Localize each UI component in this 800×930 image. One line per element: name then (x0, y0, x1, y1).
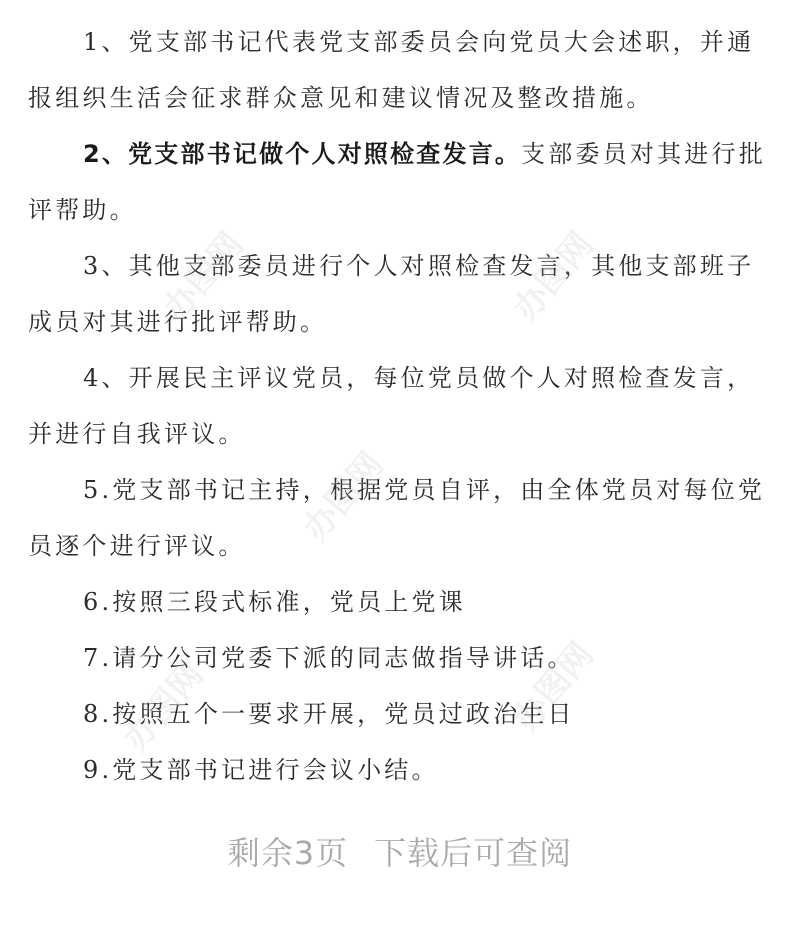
paragraph-4: 4、开展民主评议党员，每位党员做个人对照检查发言，并进行自我评议。 (28, 364, 755, 448)
paragraph-2-heading: 2、党支部书记做个人对照检查发言。 (83, 140, 522, 168)
paragraph-5: 5.党支部书记主持，根据党员自评，由全体党员对每位党员逐个进行评议。 (28, 476, 766, 560)
list-item-6: 6.按照三段式标准，党员上党课 (83, 588, 466, 616)
paragraph-1: 1、党支部书记代表党支部委员会向党员大会述职，并通报组织生活会征求群众意见和建议情况及整改措施。 (28, 28, 755, 112)
paragraph-3: 3、其他支部委员进行个人对照检查发言，其他支部班子成员对其进行批评帮助。 (28, 252, 755, 336)
list-item-8: 8.按照五个一要求开展，党员过政治生日 (83, 700, 575, 728)
paragraph-2-text: 支部委员对其进行批评帮助。 (28, 140, 766, 224)
watermark: 办图网 (115, 654, 212, 759)
remaining-pages-notice[interactable] (0, 828, 800, 874)
list-item-9: 9.党支部书记进行会议小结。 (83, 756, 439, 784)
watermark: 办图网 (155, 224, 252, 329)
download-hint-label: 下载后可查阅 (374, 834, 573, 872)
document-body (28, 0, 774, 798)
watermark: 办图网 (295, 444, 392, 549)
remaining-pages-label: 剩余3页 (227, 834, 349, 872)
list-item-7: 7.请分公司党委下派的同志做指导讲话。 (83, 644, 575, 672)
paragraph-2 (28, 126, 774, 238)
watermark: 办图网 (505, 224, 602, 329)
watermark: 办图网 (505, 634, 602, 739)
